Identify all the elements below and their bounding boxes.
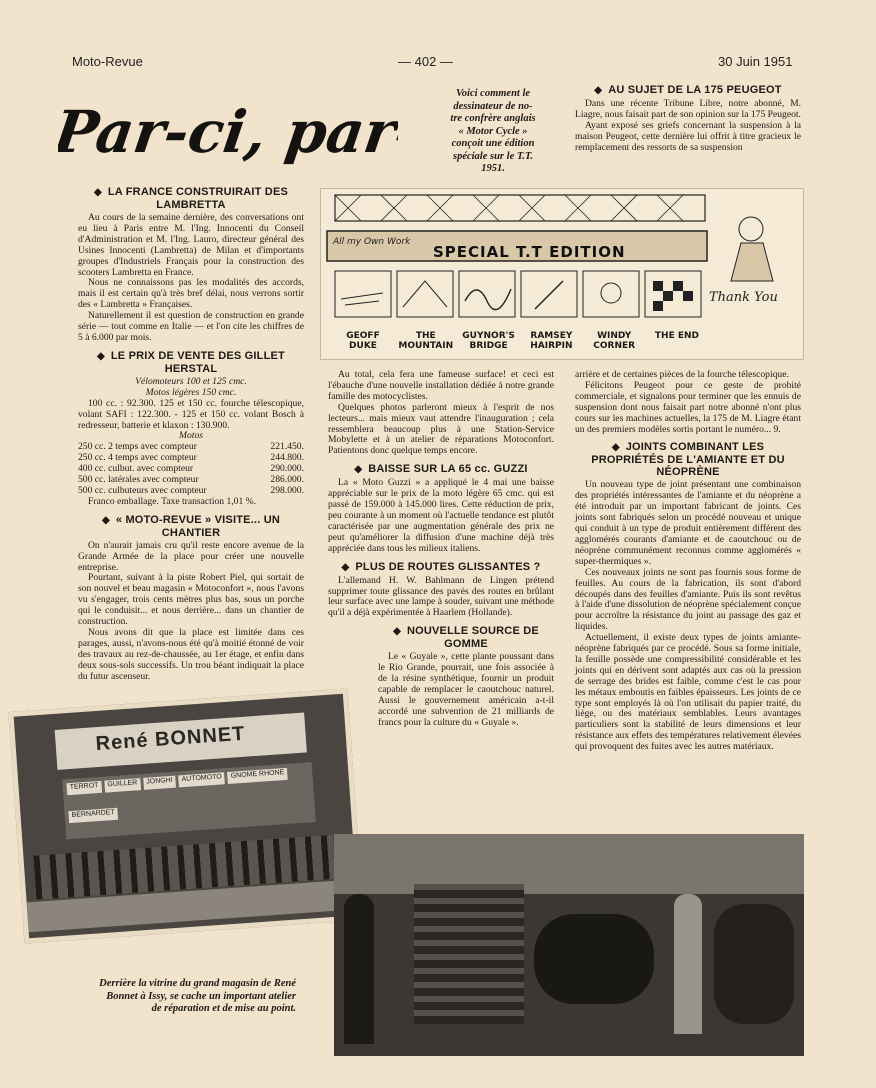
intro-line: tre confrère anglais bbox=[450, 113, 536, 124]
diamond-icon: ◆ bbox=[93, 187, 102, 198]
paragraph: Le « Guyale », cette plante poussant dans le Rio Grande, pourrait, une fois associée à de la résine synthétique, fournir un produit capable de remplacer le caoutchouc naturel. Aussi le gouvernement américain a-t-il accordé une subvention de 21 milliards de francs pour la culture du « Guyale ». bbox=[378, 651, 554, 728]
tt-edition-cartoon bbox=[320, 188, 804, 360]
intro-line: dessinateur de no- bbox=[453, 100, 533, 112]
subheading: Motos bbox=[179, 430, 203, 442]
intro-caption bbox=[418, 88, 568, 176]
journal-name: Moto-Revue bbox=[72, 54, 143, 69]
fence-lattice bbox=[335, 195, 683, 221]
heading-gillet-text: LE PRIX DE VENTE DES GILLET HERSTAL bbox=[110, 349, 285, 375]
workshop-shelves bbox=[414, 884, 524, 1024]
fence-rail bbox=[335, 195, 705, 221]
heading-gomme-text: NOUVELLE SOURCE DE GOMME bbox=[406, 625, 539, 651]
window-sign: GNOME RHONE bbox=[227, 768, 287, 784]
subheading: Vélomoteurs 100 et 125 cmc. bbox=[135, 375, 247, 387]
window-sign: BERNARDET bbox=[68, 807, 118, 822]
cartoon-label: THE MOUNTAIN bbox=[398, 331, 454, 351]
price: 286.000. bbox=[270, 474, 304, 486]
price: 298.000. bbox=[270, 484, 304, 496]
motorcycle-on-bench bbox=[534, 914, 654, 1004]
paragraph: On n'aurait jamais cru qu'il reste encore avenue de la Grande Armée de la place pour créer une nouvelle entreprise. bbox=[78, 539, 304, 573]
model: 400 cc. culbut. avec compteur bbox=[78, 463, 194, 475]
shop-sign-text: René BONNET bbox=[94, 722, 247, 756]
cartoonist-body bbox=[731, 243, 773, 281]
window-sign: TERROT bbox=[66, 781, 102, 795]
script-title-text: Par-ci, par-là bbox=[58, 97, 398, 166]
paragraph: Au cours de la semaine dernière, des conversations ont eu lieu à Paris entre M. l'Ing. Innocenti du Conseil d'Administration et M. l'Ing. Lauro, directeur général des Usines Innocenti (Lambretta) de Milan et d'importants groupes d'Industriels Français pour la construction des scooters Lambretta en France. bbox=[78, 212, 304, 278]
paragraph: Félicitons Peugeot pour ce geste de probité commerciale, et signalons pour terminer que les ennuis de suspension dont nous faisait part notre abonné n'ont plus cours sur les machines actuelles, la 175 de M. Liagre étant un des premiers modèles sortis portant le numéro... 9. bbox=[575, 379, 801, 435]
cartoon-label: WINDY CORNER bbox=[593, 331, 636, 351]
workshop-wall bbox=[334, 834, 804, 894]
column-right bbox=[575, 370, 801, 753]
heading-routes bbox=[328, 561, 554, 574]
heading-lambretta bbox=[78, 186, 304, 211]
paragraph: Ayant exposé ses griefs concernant la suspension à la maison Peugeot, cette dernière lui offrit à titre gracieux le remplacement des ressorts de sa suspension bbox=[575, 119, 801, 153]
cartoon-label: GEOFF DUKE bbox=[346, 331, 380, 351]
diamond-icon: ◆ bbox=[101, 514, 110, 526]
diamond-icon: ◆ bbox=[341, 561, 350, 573]
paragraph: L'allemand H. W. Bahlmann de Lingen prétend supprimer toute glissance des pavés des routes en brûlant leur surface avec une lampe à souder, suivant une méthode qu'il a déjà expérimentée à Haarlem (Hollande). bbox=[328, 574, 554, 619]
diamond-icon: ◆ bbox=[594, 85, 603, 96]
heading-peugeot bbox=[575, 84, 801, 97]
heading-guzzi-text: BAISSE SUR LA 65 cc. GUZZI bbox=[368, 463, 528, 476]
diamond-icon: ◆ bbox=[354, 464, 363, 476]
intro-line: Voici comment le bbox=[455, 88, 531, 99]
paragraph: arrière et de certaines pièces de la fourche télescopique. bbox=[575, 369, 789, 380]
page-number: — 402 — bbox=[398, 54, 453, 69]
paragraph: Naturellement il est question de construction en grande série — tout comme en Italie — et l'on cite les chiffres de 5 à 6.000 par mois. bbox=[78, 310, 304, 343]
heading-chantier bbox=[78, 514, 304, 539]
price: 290.000. bbox=[270, 463, 304, 475]
photo-workshop bbox=[334, 834, 804, 1056]
intro-line: « Motor Cycle » bbox=[458, 125, 528, 137]
price: 221.450. bbox=[270, 441, 304, 453]
heading-routes-text: PLUS DE ROUTES GLISSANTES ? bbox=[355, 560, 541, 573]
banner-text: SPECIAL T.T EDITION bbox=[433, 243, 626, 261]
paragraph: Actuellement, il existe deux types de joints amiante-néoprène fabriqués par ce procédé. Sous sa forme initiale, la feuille possède une compressibilité considérable et les joints qui en dérivent sont adaptés aux cas où la pression de serrage des brides est faible, comme c'est le cas pour les métaux emboutis en faibles épaisseurs. Les joints de ce type sont employés là où l'on utilisait du papier traité, du liège, ou des matériaux semblables. Leurs avantages particuliers sont la stabilité de leurs dimensions et leur résistance aux effets des températures relativement élevées qui provoquent des fuites avec les autres matériaux. bbox=[575, 632, 801, 753]
model: 250 cc. 2 temps avec compteur bbox=[78, 441, 197, 453]
article-peugeot-top bbox=[575, 84, 801, 154]
paragraph: Franco emballage. Taxe transaction 1,01 %. bbox=[88, 495, 257, 507]
paragraph: Ces nouveaux joints ne sont pas fournis sous forme de feuilles. Au cours de la fabrication, ils sont d'abord découpés dans des feuilles d'amiante. Puis ils sont revêtus à l'aide d'une dissolution de néoprène spécialement conçue pour accroître la résistance du joint au passage des gaz et liquides. bbox=[575, 566, 801, 633]
mechanic-figure bbox=[344, 894, 374, 1044]
paragraph: Nous ne connaissons pas les modalités des accords, mais il est certain qu'à très bref délai, nous verrons sortir des « Lambretta » Françaises. bbox=[78, 277, 304, 311]
subheading: Motos légères 150 cmc. bbox=[145, 386, 237, 398]
cartoon-labels bbox=[335, 331, 705, 351]
photo-shop-front bbox=[8, 688, 363, 943]
shop-windows bbox=[62, 762, 316, 839]
paragraph: Pourtant, suivant à la piste Robert Piel, qui sortait de son nouvel et beau magasin « Motoconfort », nous l'avons vu s'engager, trois cents mètres plus bas, sous un porche qui le conduisit... et nous derrière... dans un chantier de construction. bbox=[78, 572, 304, 628]
heading-lambretta-text: LA FRANCE CONSTRUIRAIT DES LAMBRETTA bbox=[107, 186, 289, 211]
paragraph: Dans une récente Tribune Libre, notre abonné, M. Liagre, nous faisait part de son opinion sur la 175 Peugeot. bbox=[575, 98, 801, 120]
thank-you-text: Thank You bbox=[709, 290, 778, 305]
heading-peugeot-text: AU SUJET DE LA 175 PEUGEOT bbox=[608, 84, 782, 96]
heading-joints-text: JOINTS COMBINANT LES PROPRIÉTÉS DE L'AMIANTE ET DU NÉOPRÈNE bbox=[591, 441, 785, 479]
paragraph: Un nouveau type de joint présentant une combinaison des propriétés intéressantes de l'amiante et du néoprène a été introduit par un important fabricant de joints. Ces joints sont fabriqués selon un procédé nouveau et unique qui conduit à un type de produit entièrement différent des agglomérés courants d'amiante et de caoutchouc ou de néoprène communément reconnus comme agglomérés « super-thermiques ». bbox=[575, 479, 801, 567]
script-title bbox=[58, 78, 398, 178]
banner-top-text: All my Own Work bbox=[333, 237, 411, 247]
issue-date: 30 Juin 1951 bbox=[718, 54, 793, 69]
paragraph: Au total, cela fera une fameuse surface! et ceci est l'ébauche d'une nouvelle installation dédiée à notre grande famille des motocyclistes. bbox=[328, 369, 554, 402]
paragraph: Quelques photos parleront mieux à l'esprit de nos lecteurs... mais mieux vaut attendre l'inauguration ; cela ressemblera beaucoup plus à une Station-Service Mobylette et à un atelier de réparations Motoconfort. Patientons donc quelque temps encore. bbox=[328, 401, 554, 457]
diamond-icon: ◆ bbox=[393, 626, 401, 638]
mechanic-figure bbox=[674, 894, 702, 1034]
script-title-graphic bbox=[58, 78, 398, 178]
diamond-icon: ◆ bbox=[611, 442, 620, 454]
column-middle bbox=[328, 370, 554, 729]
heading-guzzi bbox=[328, 463, 554, 476]
intro-line: spéciale sur le T.T. bbox=[452, 150, 534, 162]
cartoon-label: RAMSEY HAIRPIN bbox=[530, 331, 573, 351]
cartoonist-head bbox=[739, 217, 763, 241]
model: 500 cc. culbuteurs avec compteur bbox=[78, 484, 207, 496]
price: 244.800. bbox=[270, 452, 304, 464]
paragraph: 100 cc. : 92.300. 125 et 150 cc. fourche télescopique, volant SAFI : 122.300. - 125 et 150 cc. volant Bosch à redresseur, batterie et klaxon : 130.900. bbox=[78, 397, 304, 431]
model: 500 cc. latérales avec compteur bbox=[78, 474, 199, 486]
motorcycle-on-bench bbox=[714, 904, 794, 1024]
intro-line: conçoit une édition bbox=[451, 138, 535, 149]
model: 250 cc. 4 temps avec compteur bbox=[78, 452, 197, 464]
cartoon-label: GUYNOR'S BRIDGE bbox=[462, 331, 515, 351]
paragraph: La « Moto Guzzi » a appliqué le 4 mai une baisse appréciable sur le prix de la moto légère 65 cmc. qui est passé de 159.000 à 145.000 lires. Cette réduction de prix, peu courante à un moment où l'actuelle tendance est plutôt caractérisée par une augmentation générale des prix ne peut qu'améliorer la diffusion d'une machine déjà très appréciée dans tous les milieux italiens. bbox=[328, 477, 554, 554]
diamond-icon: ◆ bbox=[97, 350, 105, 362]
heading-gomme bbox=[378, 625, 554, 650]
paragraph: Nous avons dit que la place est limitée dans ces parages, aussi, n'avons-nous été qu'à moitié étonné de voir des travaux au rez-de-chaussée, au 1er étage, et enfin dans deux sous-sols successifs. Un trou béant indiquait la place du futur ascenseur. bbox=[78, 627, 304, 682]
intro-line: 1951. bbox=[481, 163, 505, 174]
window-sign: JONGHI bbox=[143, 776, 176, 790]
window-sign: AUTOMOTO bbox=[178, 772, 225, 787]
cartoon-label: THE END bbox=[654, 331, 700, 341]
photo-caption: Derrière la vitrine du grand magasin de René Bonnet à Issy, se cache un important atelier de réparation et de mise au point. bbox=[99, 978, 296, 1014]
window-sign: GUILLER bbox=[104, 778, 141, 792]
heading-joints bbox=[575, 441, 801, 478]
heading-gillet bbox=[78, 350, 304, 375]
column-left bbox=[78, 180, 304, 683]
heading-chantier-text: « MOTO-REVUE » VISITE... UN CHANTIER bbox=[115, 513, 280, 539]
panel-row bbox=[335, 271, 701, 317]
